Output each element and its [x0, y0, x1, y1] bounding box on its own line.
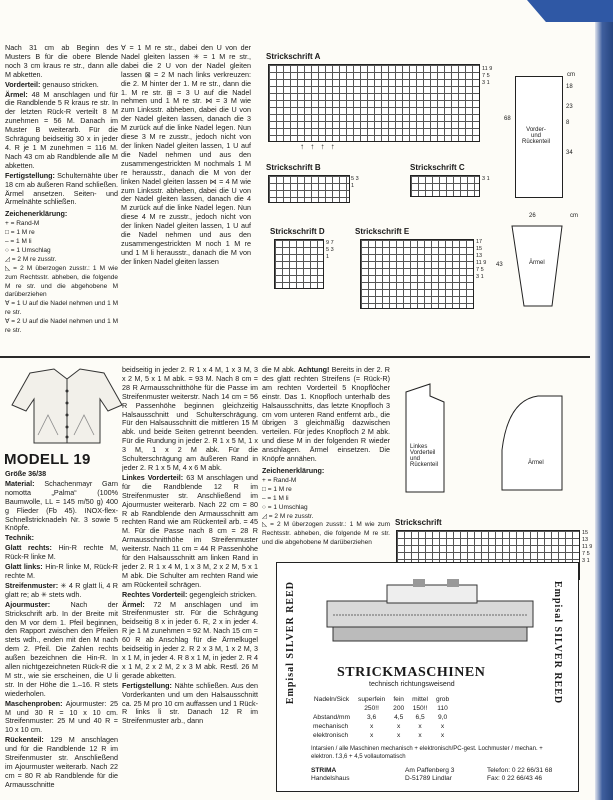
knitting-machine-image	[317, 571, 543, 661]
column-1: Nach 31 cm ab Beginn des Musters B für die obere Blende noch 3 cm kraus re str., dann alle M abketten. Vorderteil: genauso stricken. Ärmel: 48 M anschlagen und für die Randblende 5 R kraus re str. In der letzten Rück-R verteilt 8 M zunehmen = 56 M. Danach im Muster B weiterarb. Für die Schrägung beidseitig 30 x in jeder 4. R je 1 M zunehmen = 116 M. Nach 43 cm ab Randblende alle M abketten. Fertigstellung: Schulternähte über 18 cm ab äußeren Rand schließen. Ärmel ansetzen. Seiten- und Ärmelnähte schließen. Zeichenerklärung: + = Rand-M □ = 1 M re – = 1 M li ○ = 1 Umschlag ◿ = 2 M re zusstr. ◺ = 2 M überzogen zusstr.: 1 M wie zum Rechtsstr. abheben, die folgende M re str. und die abgehobene M darüberziehen ∀ = 1 U auf die Nadel nehmen und 1 M re str. ∀ = 2 U auf die Nadel nehmen und 1 M re str.	[5, 44, 118, 335]
chart-c-rows: 3 1	[482, 176, 490, 182]
ad-title: STRICKMASCHINEN	[337, 665, 486, 680]
brand-logo-left: Empisal SILVER REED	[285, 581, 296, 705]
table-header-row: 250!! 200 150!! 110	[364, 705, 448, 712]
ad-contact: Telefon: 0 22 66/31 68 Fax: 0 22 66/43 46	[487, 767, 553, 782]
chart-b-rows: 5 3 1	[351, 176, 359, 189]
chart-e-grid	[360, 239, 474, 309]
table-row: Abstand/mm 3,6 4,5 6,5 9,0	[313, 714, 448, 721]
table-row: mechanisch x x x x	[313, 723, 445, 730]
ad-note: Intarsien / alle Maschinen mechanisch + elektronisch/PC-gest. Lochmuster / mechan. + elektron. f.3,6 + 4,5 vollautomatisch	[311, 746, 543, 760]
magazine-page: Nach 31 cm ab Beginn des Musters B für die obere Blende noch 3 cm kraus re str., dann alle M abketten. Vorderteil: genauso stricken. Ärmel: 48 M anschlagen und für die Randblende 5 R kraus re str. In der letzten Rück-R verteilt 8 M zunehmen = 56 M. Danach im Muster B weiterarb. Für die Schrägung beidseitig 30 x in jeder 4. R je 1 M zunehmen = 116 M. Nach 43 cm ab Randblende alle M abketten. Fertigstellung: Schulternähte über 18 cm ab äußeren Rand schließen. Ärmel ansetzen. Seiten- und Ärmelnähte schließen. Zeichenerklärung: + = Rand-M □ = 1 M re – = 1 M li ○ = 1 Umschlag ◿ = 2 M re zusstr. ◺ = 2 M überzogen zusstr.: 1 M wie zum Rechtsstr. abheben, die folgende M re str. und die abgehobene M darüberziehen ∀ = 1 U auf die Nadel nehmen und 1 M re str. ∀ = 2 U auf die Nadel nehmen und 1 M re str. ∀ = 1 M re str., dabei den U von der Nadel gleiten lassen ✳ = 1 M re str., dabei die 2 U von der Nadel gleiten lassen ⊠ = 2 M nach links verkreuzen: die 2. M hinter der 1. M re str., dann die 1. M re str. ⊞ = 3 U auf die Nadel nehmen und 1 M re str. ⋈ = 3 M wie zum Linksstr. abheben, dabei die U von der Nadel gleiten lassen, danach die 3 M zurück auf die linke Nadel legen. Nun diese 3 M re zusstr., jedoch nicht von der linken Nadel gleiten lassen, 1 U auf die Nadel nehmen und aus den zusammengestrickten M nochmals 1 M re herausstr., danach die M von der linken Nadel gleiten lassen ⋈ = 4 M wie zum Linksstr. abheben, dabei die U von der Nadel gleiten lassen, danach die 4 M zurück auf die linke Nadel legen. Nun diese 4 M re zusstr., jedoch nicht von der linken Nadel gleiten lassen, 1 U auf die Nadel nehmen und aus den zusammengestrickten M noch 1 M re und 1 M li herausstr., danach die M von der linken Nadel gleiten lassen Strickschrift A 11 9 7 5 3 1 ↑ ↑ ↑ ↑ Strickschrift B 5 3 1 Strickschrift C 3 1 Strickschrift D 9 7 5 3 1 Strickschrift E 17 15 13 11 9 7 5 3 1 cm Vorder- und Rückenteil 18 23 8 68 34 cm 26 Ärmel 43 MODELL 19 Größe 36/38 Material: Schachenmayr Garn nomotta „Palma“ (100% Baumwolle, LL = 145 m/50 g) 400 g Flieder (Fb 45). INOX-flex-Schnellstricknadeln Nr. 3 sowie 5 Knöpfe. Technik: Glatt rechts: Hin-R rechte M, Rück-R linke M. Glatt links: Hin-R linke M, Rück-R rechte M. Streifenmuster: ✳ 4 R glatt li, 4 R glatt re; ab ✳ stets wdh. Ajourmuster: Nach der Strickschrift arb. In der Breite mit den M vor dem 1. Pfeil beginnen, den Rapport zwischen den Pfeilen stets wdh., enden mit den M nach dem 2. Pfeil. Die Zahlen rechts außen bezeichnen die Hin-R. In allen nichtgezeichneten Rück-R die M str., wie sie erscheinen, die U li str. In der Höhe die 1.–16. R stets wiederholen. Maschenproben: Ajourmuster: 25 M und 30 R = 10 x 10 cm. Streifenmuster: 25 M und 40 R = 10 x 10 cm. Rückenteil: 129 M anschlagen und für die Randblende 12 R im Streifenmuster str. Anschließend im Ajourmuster weiterarb. Nach 22 cm = 80 R ab Randblende für die Armausschnitte beidseitig in jeder 2. R 1 x 4 M, 1 x 3 M, 3 x 2 M, 5 x 1 M abk. = 93 M. Nach 8 cm = 28 R Armausschnitthöhe für die Passe im Streifenmuster weiterstr. Nach 14 cm = 56 R Passenhöhe beginnen gleichzeitig Halsausschnitt und Schulterschrägung. Für den Halsausschnitt die mittleren 15 M abk. und beide Seiten getrennt beenden. Für die Rundung in jeder 2. R 1 x 5 M, 1 x 3 M, 1 x 2 M abk. Für die Schulterschrägung am äußeren Rand in jeder 2. R 1 x 5 M, 4 x 6 M abk. Linkes Vorderteil: 63 M anschlagen und für die Randblende 12 R im Streifenmuster str. Anschließend im Ajourmuster weiterarb. Nach 22 cm = 80 R ab Randblende den Armausschnitt am rechten Rand wie am Rückenteil arb. = 45 M. Für die Passe nach 8 cm = 28 R Armausschnitthöhe im Streifenmuster weiterstr. Nach 11 cm = 44 R Passenhöhe für den Halsausschnitt am linken Rand in jeder 2. R 1 x 4 M, 1 x 3 M, 2 x 2 M, 5 x 1 M abk. Die Schulter am rechten Rand wie am Rückenteil schrägen. Rechtes Vorderteil: gegengleich stricken. Ärmel: 72 M anschlagen und im Streifenmuster str. Für die Schrägung beidseitig 8 x in jeder 6. R, 2 x in jeder 4. R je 1 M zunehmen = 92 M. Nach 15 cm = 60 R ab Anschlag für die Ärmelkugel beidseitig in jeder 2. R 2 x 3 M, 1 x 2 M, 3 x 1 M, in jeder 4. R 8 x 1 M, in jeder 2. R 4 x 1 M, 2 x 2 M, 2 x 3 M abk. Restl. 26 M gerade abketten. Fertigstellung: Nähte schließen. Aus den Vorderkanten und um den Halsausschnitt ca. 25 M pro 10 cm auffassen und 1 Rück-R links li str. Danach 12 R im Streifenmuster arb., dann die M abk. Achtung! Bereits in der 2. R des glatt rechten Streifens (= Rück-R) am rechten Vorderteil 5 Knopflöcher einstr. Das 1. Knopfloch unterhalb des Halsausschnitts, das letzte Knopfloch 3 cm vom unteren Rand entfernt arb., die übrigen 3 gleichmäßig dazwischen verteilen. Für jedes Knopfloch 2 M abk. und diese M in der folgenden R wieder anschlagen. Ärmel einsetzen. Die Knöpfe annähen. Zeichenerklärung: + = Rand-M □ = 1 M re – = 1 M li ○ = 1 Umschlag ◿ = 2 M re zusstr. ◺ = 2 M überzogen zusstr.: 1 M wie zum Rechtsstr. abheben, die folgende M re str. und die abgehobene M darüberziehen Linkes Vorderteil und Rückenteil Ärmel Strickschrift 15 13 11 9 7 5 3 1 Empisal SILVER REED Empisal SILVER REED STRICKMASCHINEN technisch richtungsweisend Nadeln/Sick superfein fein mittel grob 250!! 200 150!! 110 Abstand/mm 3,6 4,5 6,5 9,0 mechanisch x x x x elektronisch x x x x Intarsien / alle Maschinen mechanisch + elektronisch/PC-gest. Lochmuster / mechan. + elektron. f.3,6 + 4,5 vollautomatisch STRIMA Handelshaus Am Paffenberg 3 D-51789 Lindlar Telefon: 0 22 66/31 68 Fax: 0 22 66/43 46	[0, 0, 613, 800]
aermel-heading: Ärmel:	[5, 89, 28, 99]
model19-chart-rows: 15 13 11 9 7 5 3 1	[582, 530, 593, 564]
ad-company: STRIMA Handelshaus	[311, 767, 350, 782]
sleeve-schematic	[508, 222, 570, 310]
column-3: Größe 36/38 Material: Schachenmayr Garn nomotta „Palma“ (100% Baumwolle, LL = 145 m/50 g) 400 g Flieder (Fb 45). INOX-flex-Schnellstricknadeln Nr. 3 sowie 5 Knöpfe. Technik: Glatt rechts: Hin-R rechte M, Rück-R linke M. Glatt links: Hin-R linke M, Rück-R rechte M. Streifenmuster: ✳ 4 R glatt li, 4 R glatt re; ab ✳ stets wdh. Ajourmuster: Nach der Strickschrift arb. In der Breite mit den M vor dem 1. Pfeil beginnen, den Rapport zwischen den Pfeilen stets wdh., enden mit den M nach dem 2. Pfeil. Die Zahlen rechts außen bezeichnen die Hin-R. In allen nichtgezeichneten Rück-R die M str., wie sie erscheinen, die U li str. In der Höhe die 1.–16. R stets wiederholen. Maschenproben: Ajourmuster: 25 M und 30 R = 10 x 10 cm. Streifenmuster: 25 M und 40 R = 10 x 10 cm. Rückenteil: 129 M anschlagen und für die Randblende 12 R im Streifenmuster str. Anschließend im Ajourmuster weiterarb. Nach 22 cm = 80 R ab Randblende für die Armausschnitte	[5, 470, 118, 789]
table-row: elektronisch x x x x	[313, 732, 445, 739]
model19-sleeve-schematic	[498, 390, 568, 500]
front-back-schematic	[515, 76, 563, 198]
size-line: Größe 36/38	[5, 470, 47, 478]
legend-list: + = Rand-M □ = 1 M re – = 1 M li ○ = 1 Umschlag ◿ = 2 M re zusstr. ◺ = 2 M überzogen zusstr.: 1 M wie zum Rechtsstr. abheben, die folgende M re str. und die abgehobene M darüberziehen ∀ = 1 U auf die Nadel nehmen und 1 M re str. ∀ = 2 U auf die Nadel nehmen und 1 M re str.	[5, 220, 118, 335]
chart-a-grid	[268, 64, 480, 142]
model19-body-schematic	[400, 378, 490, 498]
model-title: MODELL 19	[4, 451, 91, 468]
front-back-label: Vorder- und Rückenteil	[522, 127, 551, 145]
chart-c-title: Strickschrift C	[410, 163, 465, 172]
chart-a-rows: 11 9 7 5 3 1	[482, 66, 493, 86]
intro-paragraph: Nach 31 cm ab Beginn des Musters B für die obere Blende noch 3 cm kraus re str., dann alle M abketten.	[5, 44, 118, 79]
ad-address: Am Paffenberg 3 D-51789 Lindlar	[405, 767, 455, 782]
chart-d-title: Strickschrift D	[270, 227, 325, 236]
chart-d-grid	[274, 239, 324, 289]
model19-body-label: Linkes Vorderteil und Rückenteil	[410, 444, 439, 468]
sweater-illustration	[8, 365, 126, 447]
chart-b-title: Strickschrift B	[266, 163, 321, 172]
legend-heading: Zeichenerklärung:	[5, 209, 68, 219]
chart-a-title: Strickschrift A	[266, 52, 321, 61]
sleeve-label: Ärmel	[529, 260, 545, 266]
chart-d-rows: 9 7 5 3 1	[326, 240, 334, 260]
chart-e-title: Strickschrift E	[355, 227, 410, 236]
chart-b-grid	[268, 175, 350, 203]
column-2	[121, 44, 251, 352]
chart-a-arrows: ↑ ↑ ↑ ↑	[300, 142, 337, 151]
vorderteil-heading: Vorderteil:	[5, 79, 41, 89]
symbol-explanations: ∀ = 1 M re str., dabei den U von der Nadel gleiten lassen ✳ = 1 M re str., dabei die 2 U von der Nadel gleiten lassen ⊠ = 2 M nach links verkreuzen: die 2. M hinter der 1. M re str., dann die 1. M re str. ⊞ = 3 U auf die Nadel nehmen und 1 M re str. ⋈ = 3 M wie zum Linksstr. abheben, dabei die U von der Nadel gleiten lassen, danach die 3 M zurück auf die linke Nadel legen. Nun diese 3 M re zusstr., jedoch nicht von der linken Nadel gleiten lassen, 1 U auf die Nadel nehmen und aus den zusammengestrickten M nochmals 1 M re herausstr., danach die M von der linken Nadel gleiten lassen ⋈ = 4 M wie zum Linksstr. abheben, dabei die U von der Nadel gleiten lassen, danach die 4 M zurück auf die linke Nadel legen. Nun diese 4 M re zusstr., jedoch nicht von der linken Nadel gleiten lassen, 1 U auf die Nadel nehmen und aus den zusammengestrickten M noch 1 M re und 1 M li herausstr., danach die M von der linken Nadel gleiten lassen	[121, 44, 251, 266]
knitting-machine-ad	[276, 562, 579, 792]
chart-e-rows: 17 15 13 11 9 7 5 3 1	[476, 239, 487, 280]
chart-c-grid	[410, 175, 480, 197]
table-header-row: Nadeln/Sick superfein fein mittel grob	[313, 696, 450, 703]
fertigstellung-heading: Fertigstellung:	[5, 170, 55, 180]
brand-logo-right: Empisal SILVER REED	[552, 581, 563, 705]
machine-spec-table	[309, 695, 453, 740]
page-spine	[595, 0, 613, 800]
ad-subtitle: technisch richtungsweisend	[369, 681, 455, 688]
blue-corner-tab	[527, 0, 613, 22]
model19-chart-title: Strickschrift	[395, 518, 442, 527]
section-divider	[0, 356, 590, 358]
column-4: beidseitig in jeder 2. R 1 x 4 M, 1 x 3 M, 3 x 2 M, 5 x 1 M abk. = 93 M. Nach 8 cm = 28 R Armausschnitthöhe für die Passe im Streifenmuster weiterstr. Nach 14 cm = 56 R Passenhöhe beginnen gleichzeitig Halsausschnitt und Schulterschrägung. Für den Halsausschnitt die mittleren 15 M abk. und beide Seiten getrennt beenden. Für die Rundung in jeder 2. R 1 x 5 M, 1 x 3 M, 1 x 2 M abk. Für die Schulterschrägung am äußeren Rand in jeder 2. R 1 x 5 M, 4 x 6 M abk. Linkes Vorderteil: 63 M anschlagen und für die Randblende 12 R im Streifenmuster str. Anschließend im Ajourmuster weiterarb. Nach 22 cm = 80 R ab Randblende den Armausschnitt am rechten Rand wie am Rückenteil arb. = 45 M. Für die Passe nach 8 cm = 28 R Armausschnitthöhe im Streifenmuster weiterstr. Nach 11 cm = 44 R Passenhöhe für den Halsausschnitt am linken Rand in jeder 2. R 1 x 4 M, 1 x 3 M, 2 x 2 M, 5 x 1 M abk. Die Schulter am rechten Rand wie am Rückenteil schrägen. Rechtes Vorderteil: gegengleich stricken. Ärmel: 72 M anschlagen und im Streifenmuster str. Für die Schrägung beidseitig 8 x in jeder 6. R, 2 x in jeder 4. R je 1 M zunehmen = 92 M. Nach 15 cm = 60 R ab Anschlag für die Ärmelkugel beidseitig in jeder 2. R 2 x 3 M, 1 x 2 M, 3 x 1 M, in jeder 4. R 8 x 1 M, in jeder 2. R 4 x 1 M, 2 x 2 M, 2 x 3 M abk. Restl. 26 M gerade abketten. Fertigstellung: Nähte schließen. Aus den Vorderkanten und um den Halsausschnitt ca. 25 M pro 10 cm auffassen und 1 Rück-R links li str. Danach 12 R im Streifenmuster arb., dann	[122, 366, 258, 726]
column-5: die M abk. Achtung! Bereits in der 2. R des glatt rechten Streifens (= Rück-R) am rechten Vorderteil 5 Knopflöcher einstr. Das 1. Knopfloch unterhalb des Halsausschnitts, das letzte Knopfloch 3 cm vom unteren Rand entfernt arb., die übrigen 3 gleichmäßig dazwischen verteilen. Für jedes Knopfloch 2 M abk. und diese M in der folgenden R wieder anschlagen. Ärmel einsetzen. Die Knöpfe annähen. Zeichenerklärung: + = Rand-M □ = 1 M re – = 1 M li ○ = 1 Umschlag ◿ = 2 M re zusstr. ◺ = 2 M überzogen zusstr.: 1 M wie zum Rechtsstr. abheben, die folgende M re str. und die abgehobene M darüberziehen	[262, 366, 390, 547]
